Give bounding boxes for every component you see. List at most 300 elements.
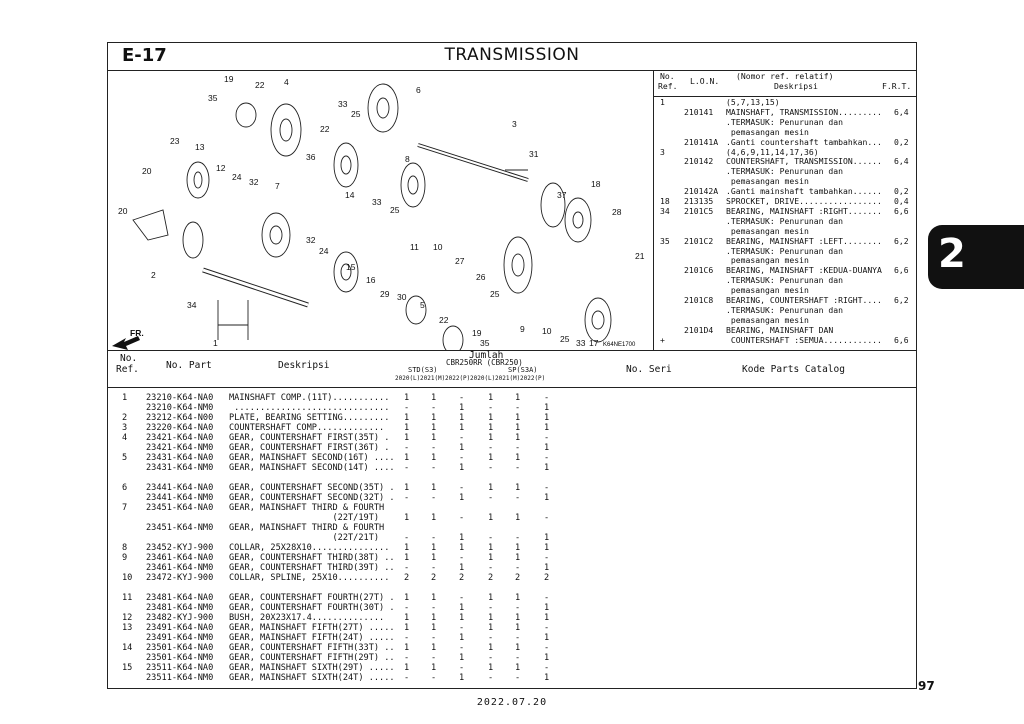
callout-number: 1 [213, 338, 218, 348]
quantity-cell: 1 [515, 613, 521, 623]
table-row [108, 503, 916, 513]
callout-number: 14 [345, 190, 355, 200]
reference-desc: pemasangan mesin [726, 285, 809, 296]
part-part: 23481-K64-NM0 [146, 603, 214, 613]
table-row [108, 663, 916, 673]
quantity-cell: 1 [515, 663, 521, 673]
quantity-cell: 1 [459, 653, 465, 663]
quantity-cell: - [544, 453, 550, 463]
page-number: 97 [918, 679, 935, 693]
callout-number: 13 [195, 142, 205, 152]
reference-desc: BEARING, MAINSHAFT :RIGHT....... [726, 205, 882, 216]
quantity-cell: 1 [515, 593, 521, 603]
quantity-cell: 1 [488, 543, 494, 553]
quantity-cell: - [459, 593, 465, 603]
print-date: 2022.07.20 [476, 697, 548, 708]
part-part: 23452-KYJ-900 [146, 543, 214, 553]
quantity-cell: - [404, 533, 410, 543]
reference-table-header: No. Ref. L.O.N. (Nomor ref. relatif) Deskripsi F.R.T. [654, 70, 916, 97]
quantity-cell: 1 [459, 463, 465, 473]
callout-number: 6 [416, 85, 421, 95]
callout-number: 25 [351, 109, 361, 119]
reference-ref: 34 [660, 205, 670, 216]
table-row [108, 613, 916, 623]
svg-text:FR.: FR. [130, 328, 144, 338]
quantity-cell: 1 [515, 623, 521, 633]
part-part: 23441-K64-NM0 [146, 493, 214, 503]
chapter-tab: 2 [928, 225, 1024, 289]
reference-lon: 210141A [684, 136, 719, 147]
callout-number: 32 [249, 177, 259, 187]
quantity-cell: 1 [431, 663, 437, 673]
reference-desc: pemasangan mesin [726, 126, 809, 137]
reference-desc: COUNTERSHAFT, TRANSMISSION...... [726, 156, 882, 167]
reference-desc: BEARING, MAINSHAFT DAN [726, 324, 834, 335]
quantity-cell: - [431, 563, 437, 573]
callout-number: 22 [439, 315, 449, 325]
callout-number: 11 [410, 242, 419, 252]
table-row [108, 493, 916, 503]
quantity-cell: - [544, 643, 550, 653]
part-ref: 5 [122, 453, 128, 463]
part-desc: GEAR, COUNTERSHAFT THIRD(39T) .. [229, 563, 395, 573]
quantity-cell: 2 [459, 573, 465, 583]
table-row [108, 513, 916, 523]
quantity-cell: 1 [459, 413, 465, 423]
year-column-header: 2022(P) [520, 375, 546, 382]
part-desc: GEAR, COUNTERSHAFT FOURTH(30T) . [229, 603, 395, 613]
callout-number: 33 [576, 338, 586, 348]
quantity-cell: 1 [459, 603, 465, 613]
reference-ref: 1 [660, 97, 665, 107]
quantity-cell: 2 [431, 573, 437, 583]
callout-number: 17 [589, 338, 599, 348]
quantity-cell: - [488, 603, 494, 613]
callout-number: 36 [306, 152, 316, 162]
quantity-cell: 1 [404, 513, 410, 523]
front-arrow-icon [112, 328, 144, 350]
quantity-cell: - [431, 633, 437, 643]
quantity-cell: 1 [544, 613, 550, 623]
quantity-cell: - [488, 653, 494, 663]
table-row [108, 603, 916, 613]
quantity-cell: - [515, 443, 521, 453]
part-ref: 9 [122, 553, 128, 563]
quantity-cell: 1 [404, 483, 410, 493]
part-ref: 12 [122, 613, 133, 623]
table-row [108, 633, 916, 643]
table-row [108, 443, 916, 453]
callout-number: 21 [635, 251, 645, 261]
quantity-cell: 1 [404, 613, 410, 623]
quantity-cell: 1 [431, 593, 437, 603]
quantity-cell: 1 [431, 393, 437, 403]
callout-number: 16 [366, 275, 376, 285]
quantity-cell: 1 [515, 423, 521, 433]
reference-desc: SPROCKET, DRIVE................. [726, 196, 882, 206]
part-ref: 7 [122, 503, 128, 513]
callout-number: 7 [275, 181, 280, 191]
quantity-cell: 1 [404, 413, 410, 423]
year-column-header: 2022(P) [445, 375, 471, 382]
callout-number: 25 [560, 334, 570, 344]
quantity-cell: - [459, 623, 465, 633]
part-desc: PLATE, BEARING SETTING......... [229, 413, 390, 423]
table-row [108, 393, 916, 403]
reference-desc: .TERMASUK: Penurunan dan [726, 166, 843, 177]
part-desc: BUSH, 20X23X17.4.............. [229, 613, 385, 623]
callout-number: 3 [512, 119, 517, 129]
quantity-cell: - [459, 643, 465, 653]
reference-frt: 6,2 [894, 235, 909, 246]
part-desc: GEAR, COUNTERSHAFT THIRD(38T) .. [229, 553, 395, 563]
quantity-cell: 1 [488, 643, 494, 653]
quantity-cell: 1 [488, 453, 494, 463]
table-row [108, 463, 916, 473]
reference-lon: 2101C2 [684, 235, 714, 246]
quantity-cell: - [488, 633, 494, 643]
part-part: 23220-K64-NA0 [146, 423, 214, 433]
callout-number: 22 [255, 80, 265, 90]
table-row [108, 453, 916, 463]
quantity-cell: - [459, 513, 465, 523]
quantity-cell: 1 [404, 453, 410, 463]
quantity-cell: - [431, 603, 437, 613]
callout-number: 10 [542, 326, 552, 336]
quantity-cell: - [544, 483, 550, 493]
callout-number: 5 [420, 300, 425, 310]
quantity-cell: 1 [431, 513, 437, 523]
parts-table-header: No. Ref. No. Part Deskripsi Jumlah CBR250RR (CBR250) STD(S3) SP(S3A) 2020(L) 2021(M) 2022(P) 2020(L) 2021(M) 2022(P) No. Seri Kode Parts Catalog [108, 350, 916, 388]
part-part: 23511-K64-NM0 [146, 673, 214, 683]
quantity-cell: 1 [544, 603, 550, 613]
quantity-cell: 1 [459, 563, 465, 573]
quantity-cell: 1 [404, 433, 410, 443]
quantity-cell: 1 [515, 543, 521, 553]
quantity-cell: - [488, 443, 494, 453]
quantity-cell: 1 [404, 423, 410, 433]
callout-number: 15 [346, 262, 356, 272]
year-column-header: 2020(L) [395, 375, 421, 382]
part-ref: 8 [122, 543, 128, 553]
part-desc: (22T/19T) [229, 513, 380, 523]
quantity-cell: 1 [515, 513, 521, 523]
quantity-cell: 1 [544, 443, 550, 453]
quantity-cell: 1 [515, 453, 521, 463]
table-row [108, 423, 916, 433]
table-row [108, 403, 916, 413]
callout-number: 34 [187, 300, 197, 310]
part-desc: COLLAR, 25X28X10............... [229, 543, 390, 553]
callout-number: 24 [232, 172, 242, 182]
quantity-cell: 1 [459, 673, 465, 683]
quantity-cell: 1 [515, 413, 521, 423]
transmission-diagram-svg [108, 70, 653, 350]
quantity-cell: - [404, 403, 410, 413]
reference-desc: BEARING, MAINSHAFT :LEFT........ [726, 235, 882, 246]
part-part: 23421-K64-NM0 [146, 443, 214, 453]
reference-desc: .TERMASUK: Penurunan dan [726, 304, 843, 315]
quantity-cell: - [488, 403, 494, 413]
quantity-cell: - [544, 393, 550, 403]
reference-desc: .TERMASUK: Penurunan dan [726, 215, 843, 226]
quantity-cell: 1 [544, 533, 550, 543]
year-column-header: 2021(M) [420, 375, 446, 382]
part-desc: GEAR, MAINSHAFT FIFTH(24T) ..... [229, 633, 395, 643]
part-part: 23482-KYJ-900 [146, 613, 214, 623]
callout-number: 19 [472, 328, 482, 338]
part-part: 23451-K64-NA0 [146, 503, 214, 513]
reference-lon: 2101C8 [684, 295, 714, 305]
quantity-cell: 2 [488, 573, 494, 583]
part-part: 23472-KYJ-900 [146, 573, 214, 583]
part-desc: .............................. [229, 403, 390, 413]
year-column-header: 2021(M) [495, 375, 521, 382]
quantity-cell: 1 [544, 633, 550, 643]
part-ref: 4 [122, 433, 128, 443]
part-ref: 14 [122, 643, 133, 653]
quantity-cell: 1 [404, 663, 410, 673]
part-desc: (22T/21T) [229, 533, 380, 543]
part-desc: GEAR, MAINSHAFT FIFTH(27T) ..... [229, 623, 395, 633]
quantity-cell: - [459, 483, 465, 493]
part-ref: 2 [122, 413, 128, 423]
reference-ref: 18 [660, 196, 670, 206]
quantity-cell: - [488, 493, 494, 503]
reference-frt: 0,2 [894, 186, 909, 197]
reference-desc: .TERMASUK: Penurunan dan [726, 275, 843, 286]
part-ref: 11 [122, 593, 133, 603]
quantity-cell: 1 [544, 563, 550, 573]
quantity-cell: 1 [488, 623, 494, 633]
reference-lon: 2101C5 [684, 205, 714, 216]
quantity-cell: - [431, 443, 437, 453]
callout-number: 20 [118, 206, 128, 216]
reference-ref: + [660, 334, 665, 345]
reference-desc: .TERMASUK: Penurunan dan [726, 245, 843, 256]
reference-desc: COUNTERSHAFT :SEMUA............ [726, 334, 882, 345]
part-part: 23210-K64-NA0 [146, 393, 214, 403]
quantity-cell: - [431, 653, 437, 663]
quantity-cell: 1 [431, 543, 437, 553]
part-desc: GEAR, MAINSHAFT THIRD & FOURTH [229, 523, 385, 533]
quantity-cell: - [431, 493, 437, 503]
quantity-cell: 2 [515, 573, 521, 583]
callout-number: 25 [490, 289, 500, 299]
quantity-cell: - [404, 673, 410, 683]
reference-ref: 3 [660, 146, 665, 157]
quantity-cell: - [544, 553, 550, 563]
quantity-cell: - [515, 633, 521, 643]
quantity-cell: - [515, 673, 521, 683]
reference-table [654, 70, 916, 350]
quantity-cell: - [404, 463, 410, 473]
catalog-page-frame [107, 42, 917, 689]
quantity-cell: - [515, 533, 521, 543]
reference-frt: 0,4 [894, 196, 909, 206]
table-row [108, 593, 916, 603]
part-desc: GEAR, MAINSHAFT SIXTH(24T) ..... [229, 673, 395, 683]
table-row [108, 643, 916, 653]
quantity-cell: - [404, 563, 410, 573]
table-row [108, 543, 916, 553]
quantity-cell: - [459, 393, 465, 403]
callout-number: 23 [170, 136, 180, 146]
callout-number: 8 [405, 154, 410, 164]
reference-frt: 6,6 [894, 205, 909, 216]
part-ref: 1 [122, 393, 128, 403]
quantity-cell: 1 [515, 483, 521, 493]
quantity-cell: 1 [431, 553, 437, 563]
quantity-cell: 1 [515, 643, 521, 653]
quantity-cell: 1 [404, 593, 410, 603]
reference-frt: 6,6 [894, 334, 909, 345]
quantity-cell: - [515, 653, 521, 663]
part-desc: GEAR, MAINSHAFT SECOND(14T) .... [229, 463, 395, 473]
exploded-diagram [108, 70, 654, 350]
part-desc: GEAR, COUNTERSHAFT FIFTH(33T) .. [229, 643, 395, 653]
quantity-cell: - [515, 403, 521, 413]
quantity-cell: - [488, 563, 494, 573]
reference-desc: .TERMASUK: Penurunan dan [726, 116, 843, 127]
quantity-cell: 1 [431, 623, 437, 633]
part-desc: COUNTERSHAFT COMP............. [229, 423, 385, 433]
quantity-cell: - [431, 403, 437, 413]
quantity-cell: 1 [459, 443, 465, 453]
part-part: 23501-K64-NM0 [146, 653, 214, 663]
reference-desc: (5,7,13,15) [726, 97, 780, 107]
part-desc: GEAR, COUNTERSHAFT FIRST(35T) . [229, 433, 390, 443]
quantity-cell: 1 [459, 613, 465, 623]
callout-number: 9 [520, 324, 525, 334]
table-row [108, 483, 916, 493]
callout-number: 37 [557, 190, 567, 200]
quantity-cell: 1 [544, 403, 550, 413]
table-row [108, 473, 916, 483]
part-part: 23491-K64-NM0 [146, 633, 214, 643]
part-part: 23461-K64-NM0 [146, 563, 214, 573]
quantity-cell: 1 [544, 673, 550, 683]
callout-number: 4 [284, 77, 289, 87]
reference-lon: 2101D4 [684, 324, 714, 335]
callout-number: 20 [142, 166, 152, 176]
reference-desc: BEARING, COUNTERSHAFT :RIGHT.... [726, 295, 882, 305]
reference-ref: 35 [660, 235, 670, 246]
quantity-cell: - [459, 453, 465, 463]
quantity-cell: 2 [404, 573, 410, 583]
quantity-cell: - [544, 513, 550, 523]
quantity-cell: 1 [488, 553, 494, 563]
reference-desc: (4,6,9,11,14,17,36) [726, 146, 819, 157]
part-ref: 6 [122, 483, 128, 493]
quantity-cell: - [404, 633, 410, 643]
page-title: TRANSMISSION [444, 45, 580, 65]
part-part: 23481-K64-NA0 [146, 593, 214, 603]
callout-number: 31 [529, 149, 539, 159]
quantity-cell: 1 [404, 553, 410, 563]
quantity-cell: 1 [404, 623, 410, 633]
quantity-cell: - [431, 463, 437, 473]
quantity-cell: 1 [431, 613, 437, 623]
callout-number: 24 [319, 246, 329, 256]
part-part: 23210-K64-NM0 [146, 403, 214, 413]
reference-desc: MAINSHAFT, TRANSMISSION......... [726, 106, 882, 117]
quantity-cell: 1 [459, 403, 465, 413]
quantity-cell: 1 [459, 533, 465, 543]
quantity-cell: 2 [544, 573, 550, 583]
reference-lon: 210142A [684, 186, 719, 197]
table-row [108, 653, 916, 663]
reference-frt: 0,2 [894, 136, 909, 147]
quantity-cell: - [544, 433, 550, 443]
table-row [108, 413, 916, 423]
quantity-cell: 1 [459, 633, 465, 643]
reference-desc: .Ganti countershaft tambahkan... [726, 136, 882, 147]
quantity-cell: 1 [459, 493, 465, 503]
quantity-cell: 1 [515, 393, 521, 403]
callout-number: 28 [612, 207, 622, 217]
quantity-cell: - [404, 493, 410, 503]
callout-number: 29 [380, 289, 390, 299]
quantity-cell: 1 [488, 663, 494, 673]
quantity-cell: - [544, 663, 550, 673]
quantity-cell: 1 [544, 413, 550, 423]
callout-number: 33 [338, 99, 348, 109]
callout-number: 33 [372, 197, 382, 207]
part-desc: GEAR, MAINSHAFT THIRD & FOURTH [229, 503, 385, 513]
part-desc: MAINSHAFT COMP.(11T)........... [229, 393, 390, 403]
callout-number: 12 [216, 163, 226, 173]
part-ref: 3 [122, 423, 128, 433]
part-part: 23431-K64-NA0 [146, 453, 214, 463]
quantity-cell: 1 [488, 423, 494, 433]
part-ref: 15 [122, 663, 133, 673]
part-part: 23212-K64-N00 [146, 413, 214, 423]
reference-desc: pemasangan mesin [726, 314, 809, 325]
quantity-cell: 1 [404, 543, 410, 553]
quantity-cell: 1 [431, 483, 437, 493]
callout-number: 22 [320, 124, 330, 134]
quantity-cell: 1 [488, 483, 494, 493]
quantity-cell: 1 [431, 643, 437, 653]
part-desc: GEAR, COUNTERSHAFT SECOND(35T) . [229, 483, 395, 493]
reference-frt: 6,6 [894, 265, 909, 276]
table-row [108, 583, 916, 593]
table-row [108, 523, 916, 533]
quantity-cell: - [404, 653, 410, 663]
part-ref: 13 [122, 623, 133, 633]
quantity-cell: - [488, 673, 494, 683]
table-row [108, 433, 916, 443]
diagram-code: K64NE1700 [603, 342, 636, 348]
reference-frt: 6,4 [894, 106, 909, 117]
quantity-cell: - [459, 553, 465, 563]
reference-desc: .Ganti mainshaft tambahkan...... [726, 186, 882, 197]
quantity-cell: - [515, 563, 521, 573]
part-ref: 10 [122, 573, 133, 583]
table-row [108, 623, 916, 633]
part-part: 23431-K64-NM0 [146, 463, 214, 473]
part-part: 23441-K64-NA0 [146, 483, 214, 493]
callout-number: 25 [390, 205, 400, 215]
quantity-cell: - [404, 603, 410, 613]
section-code: E-17 [122, 45, 167, 66]
quantity-cell: 1 [544, 653, 550, 663]
quantity-cell: - [488, 463, 494, 473]
quantity-cell: 1 [544, 423, 550, 433]
reference-desc: pemasangan mesin [726, 225, 809, 236]
callout-number: 26 [476, 272, 486, 282]
